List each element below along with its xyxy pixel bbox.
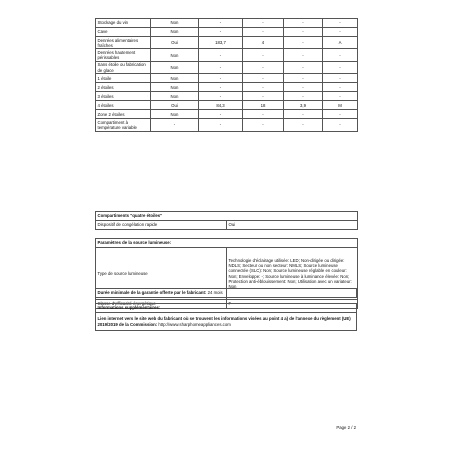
compartment-cell: Non [151,28,199,37]
energy-class-label: Classe d'efficacité énergétique [96,300,227,309]
compartment-cell: - [243,74,284,83]
compartment-cell: Non [151,61,199,73]
compartment-cell: - [199,92,243,101]
compartment-name: Denrées alimentaires fraîches [96,37,151,49]
compartment-cell: - [243,83,284,92]
compartment-cell: - [284,92,323,101]
compartment-cell: - [243,110,284,119]
compartment-cell: - [284,119,323,131]
light-source-section [95,238,358,309]
compartment-cell: - [323,92,358,101]
compartment-cell: - [199,110,243,119]
warranty-label: Durée minimale de la garantie offerte par le fabricant: [97,290,207,296]
additional-info-header: Informations supplémentaires: [96,304,357,313]
compartment-cell: M [323,101,358,110]
compartment-cell: Non [151,92,199,101]
compartment-cell: 84,3 [199,101,243,110]
quick-freeze-value: Oui [227,221,358,230]
compartment-row [96,83,358,92]
compartment-cell: - [199,61,243,73]
compartment-row [96,101,358,110]
compartment-cell: 4 [243,37,284,49]
compartment-cell: Oui [151,101,199,110]
compartment-cell: - [199,119,243,131]
compartment-cell: - [284,74,323,83]
compartment-cell: - [243,61,284,73]
warranty-row [96,289,357,298]
compartment-cell: Non [151,110,199,119]
compartment-cell: - [284,49,323,61]
compartment-cell: - [199,28,243,37]
compartment-cell: Oui [151,37,199,49]
compartment-cell: - [323,19,358,28]
four-star-section [95,211,358,230]
compartment-name: Zone 2 étoiles [96,110,151,119]
compartment-cell: - [323,110,358,119]
compartment-name: Denrées hautement périssables [96,49,151,61]
compartment-cell: Non [151,49,199,61]
additional-info-section [95,303,357,331]
manufacturer-url[interactable]: http://www.sharphomeappliances.com [158,321,231,327]
compartment-name: 2 étoiles [96,83,151,92]
compartment-cell: - [243,92,284,101]
compartment-cell: - [243,28,284,37]
warranty-section [95,288,357,298]
compartment-cell: - [323,61,358,73]
light-type-label: Type de source lumineuse [96,248,227,300]
compartment-name: 1 étoile [96,74,151,83]
compartment-cell: - [151,119,199,131]
compartment-cell: - [243,49,284,61]
compartment-name: Cave [96,28,151,37]
compartments-table [95,18,358,132]
compartment-row [96,110,358,119]
compartment-name: Stockage du vin [96,19,151,28]
compartment-cell: - [284,37,323,49]
compartment-cell: - [243,119,284,131]
compartment-cell: 3,9 [284,101,323,110]
compartment-row [96,49,358,61]
compartment-cell: - [284,83,323,92]
compartment-cell: - [323,49,358,61]
quick-freeze-label: Dispositif de congélation rapide [96,221,227,230]
compartment-cell: - [284,110,323,119]
compartment-cell: A [323,37,358,49]
compartment-cell: - [284,28,323,37]
compartment-row [96,74,358,83]
four-star-header: Compartiments "quatre étoiles" [96,212,358,221]
energy-class-value: F [227,300,358,309]
light-source-header: Paramètres de la source lumineuse: [96,239,358,248]
compartment-row [96,19,358,28]
compartment-cell: - [199,49,243,61]
compartment-name: 4 étoiles [96,101,151,110]
compartment-cell: 183,7 [199,37,243,49]
compartment-row [96,61,358,73]
compartment-cell: - [284,19,323,28]
manufacturer-link-row [96,313,357,331]
manufacturer-link-label: Lien internet vers le site web du fabricant où se trouvent les informations visées au point 4 a) de l'annexe du règlement (UE) 2019/2019 de la Commission: [97,316,351,327]
compartment-cell: - [323,83,358,92]
compartment-name: Sans étoile ou fabrication de glace [96,61,151,73]
compartment-row [96,92,358,101]
compartment-cell: - [323,119,358,131]
compartment-name: Compartiment à température variable [96,119,151,131]
compartment-cell: - [323,74,358,83]
compartment-row [96,37,358,49]
compartment-row [96,28,358,37]
compartment-cell: - [284,61,323,73]
compartment-row [96,119,358,131]
compartment-cell: - [323,28,358,37]
compartment-cell: - [199,83,243,92]
compartment-name: 3 étoiles [96,92,151,101]
compartment-cell: 18 [243,101,284,110]
compartment-cell: - [243,19,284,28]
page-number: Page 2 / 2 [336,425,356,430]
warranty-value: 24 mois [207,290,223,296]
compartment-cell: Non [151,74,199,83]
compartment-cell: - [199,19,243,28]
compartment-cell: - [199,74,243,83]
light-type-value: Technologie d'éclairage utilisée: LED; Non-dirigée ou dirigée: NDLS; Secteur ou non secteur: NMLS; Source lumineuse connectée (SLC): Non; Source lumineuse réglable en couleur: Non; Enveloppe: -; Source lumineuse à luminance élevée: Non; Protection anti-éblouissement: Non; Utilisation avec un variateur: Non [227,248,358,300]
compartment-cell: Non [151,83,199,92]
compartment-cell: Non [151,19,199,28]
